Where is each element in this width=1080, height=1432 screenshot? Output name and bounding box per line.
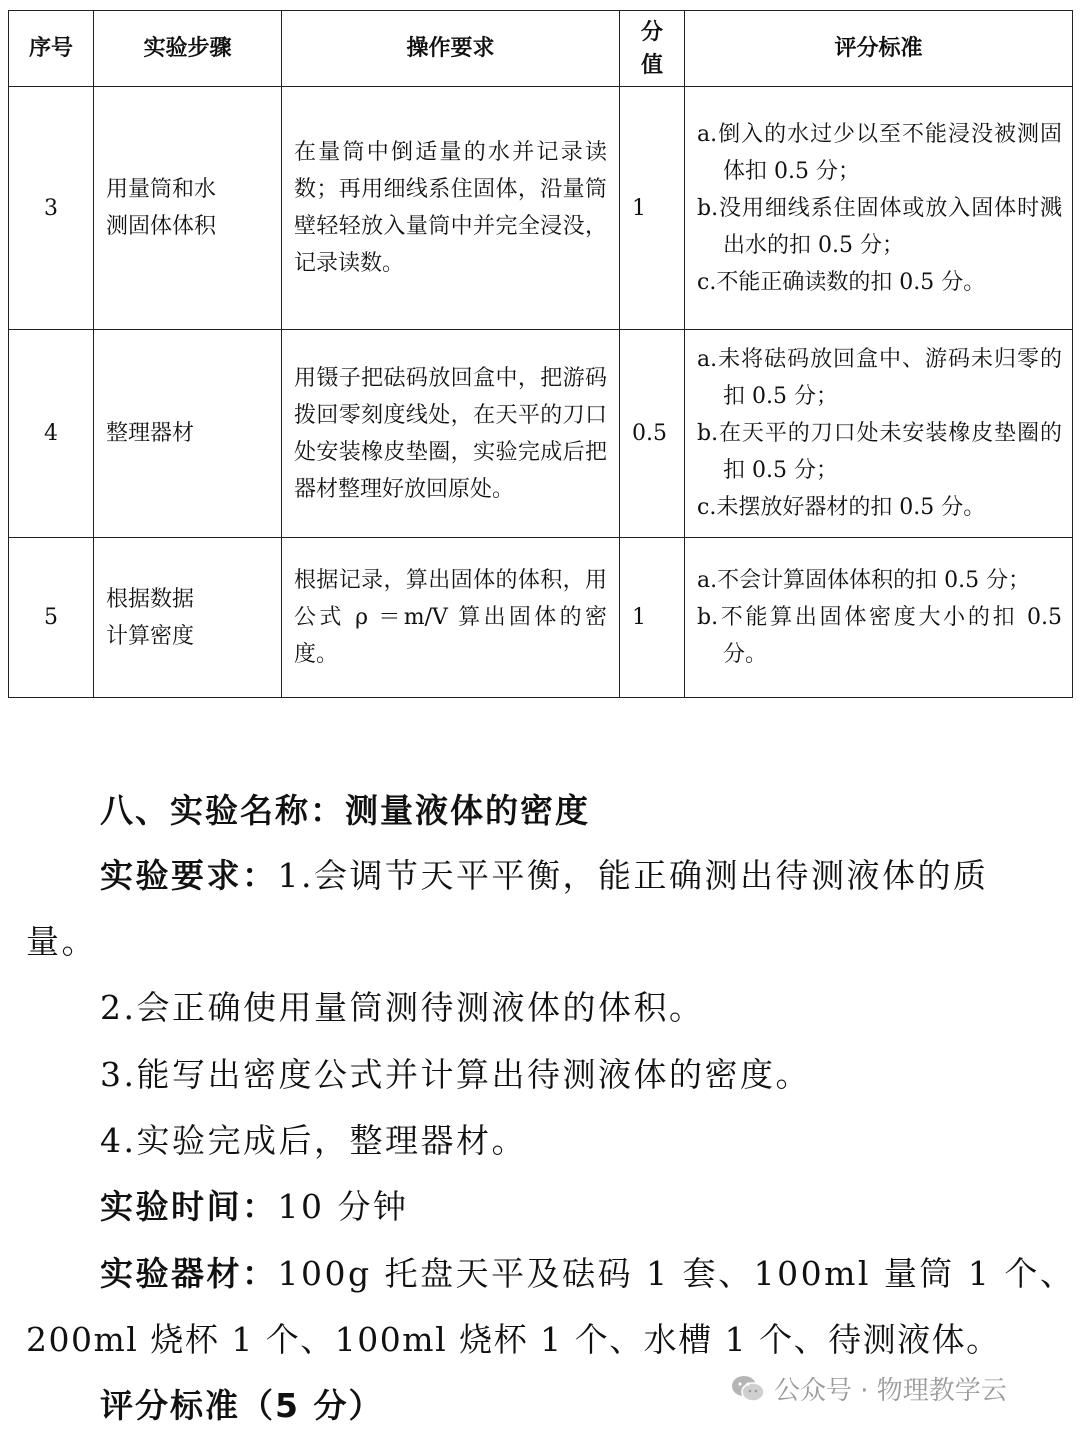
time-label: 实验时间：	[100, 1187, 278, 1226]
requirement-2: 2.会正确使用量筒测待测液体的体积。	[100, 988, 705, 1027]
row-points: 1	[620, 538, 685, 698]
requirement-4: 4.实验完成后，整理器材。	[100, 1121, 527, 1160]
equipment-1: 100g 托盘天平及砝码 1 套、100ml 量筒 1 个、	[277, 1254, 1076, 1293]
requirement-label: 实验要求：	[100, 856, 278, 895]
criteria-item: c.未摆放好器材的扣 0.5 分。	[697, 495, 986, 520]
equipment-line-1	[100, 1248, 1076, 1295]
requirement-3: 3.能写出密度公式并计算出待测液体的密度。	[100, 1055, 811, 1094]
table-row	[9, 538, 1073, 698]
row-no: 4	[9, 330, 94, 538]
equipment-2: 200ml 烧杯 1 个、100ml 烧杯 1 个、水槽 1 个、待测液体。	[26, 1320, 1001, 1359]
row-operation: 根据记录，算出固体的体积，用公式 ρ ＝m/V 算出固体的密度。	[282, 538, 620, 698]
row-criteria	[685, 330, 1073, 538]
header-step: 实验步骤	[94, 11, 282, 87]
row-points: 1	[620, 87, 685, 330]
row-operation: 用镊子把砝码放回盒中，把游码拨回零刻度线处，在天平的刀口处安装橡皮垫圈，实验完成后把器材整理好放回原处。	[282, 330, 620, 538]
time-line	[100, 1181, 1000, 1228]
criteria-item: a.不会计算固体体积的扣 0.5 分；	[697, 568, 1031, 593]
row-step: 整理器材	[94, 330, 282, 538]
requirement-1: 1.会调节天平平衡，能正确测出待测液体的质	[277, 856, 989, 895]
row-operation: 在量筒中倒适量的水并记录读数；再用细线系住固体，沿量筒壁轻轻放入量筒中并完全浸没，记录读数。	[282, 87, 620, 330]
criteria-item: b.不能算出固体密度大小的扣 0.5 分。	[697, 605, 1062, 667]
row-step: 根据数据 计算密度	[94, 538, 282, 698]
header-no: 序号	[9, 11, 94, 87]
watermark	[730, 1370, 1007, 1407]
table-row	[9, 330, 1073, 538]
criteria-item: b.在天平的刀口处未安装橡皮垫圈的扣 0.5 分；	[697, 421, 1062, 483]
scoring-heading: 评分标准（5 分）	[100, 1386, 384, 1425]
row-step: 用量筒和水 测固体体积	[94, 87, 282, 330]
time-value: 10 分钟	[277, 1187, 409, 1226]
criteria-item: c.不能正确读数的扣 0.5 分。	[697, 269, 986, 295]
equipment-label: 实验器材：	[100, 1254, 278, 1293]
scoring-table	[8, 10, 1073, 698]
table-header-row	[9, 11, 1073, 87]
criteria-item: a.未将砝码放回盒中、游码未归零的扣 0.5 分；	[697, 347, 1062, 409]
section-heading: 八、实验名称：测量液体的密度	[100, 791, 590, 830]
row-no: 3	[9, 87, 94, 330]
criteria-item: a.倒入的水过少以至不能浸没被测固体扣 0.5 分；	[697, 121, 1062, 184]
header-points: 分 值	[620, 11, 685, 87]
row-criteria	[685, 87, 1073, 330]
row-criteria	[685, 538, 1073, 698]
header-criteria: 评分标准	[685, 11, 1073, 87]
row-no: 5	[9, 538, 94, 698]
table-row	[9, 87, 1073, 330]
requirement-line-1	[100, 850, 1060, 897]
row-points: 0.5	[620, 330, 685, 538]
criteria-item: b.没用细线系住固体或放入固体时溅出水的扣 0.5 分；	[697, 195, 1062, 258]
header-operation: 操作要求	[282, 11, 620, 87]
watermark-text: 公众号 · 物理教学云	[774, 1376, 1007, 1406]
requirement-1-cont: 量。	[26, 922, 97, 961]
wechat-icon	[730, 1374, 766, 1404]
